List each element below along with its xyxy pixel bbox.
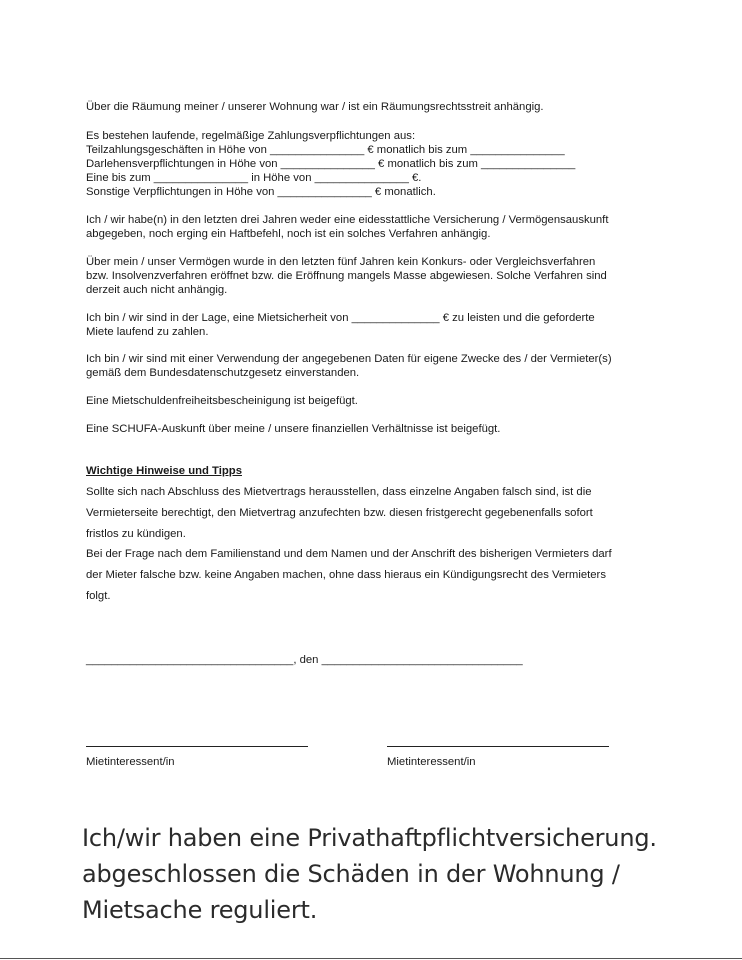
signature-line-right — [387, 746, 609, 747]
note-line: Ich/wir haben eine Privathaftpflichtversicherung. — [82, 824, 657, 852]
eviction-statement: Über die Räumung meiner / unserer Wohnung war / ist ein Räumungsrechtsstreit anhängig. — [86, 101, 544, 113]
place-date-field: _________________________________, den ________________________________ — [86, 654, 523, 666]
liability-insurance-note — [82, 820, 722, 928]
affidavit-line: abgegeben, noch erging ein Haftbefehl, noch ist ein solches Verfahren anhängig. — [86, 228, 491, 240]
deposit-line: Ich bin / wir sind in der Lage, eine Mietsicherheit von ______________ € zu leisten und die geforderte — [86, 312, 595, 324]
hint-line: folgt. — [86, 590, 111, 602]
hint-line: Vermieterseite berechtigt, den Mietvertrag anzufechten bzw. diesen fristgerecht gegebenenfalls sofort — [86, 507, 593, 519]
insolvency-line: bzw. Insolvenzverfahren eröffnet bzw. die Eröffnung mangels Masse abgewiesen. Solche Verfahren sind — [86, 270, 607, 282]
payment-line-single: Eine bis zum _______________ in Höhe von _______________ €. — [86, 172, 422, 184]
hint-line: Sollte sich nach Abschluss des Mietvertrags herausstellen, dass einzelne Angaben falsch sind, ist die — [86, 486, 592, 498]
payments-intro: Es bestehen laufende, regelmäßige Zahlungsverpflichtungen aus: — [86, 130, 416, 142]
hint-line: fristlos zu kündigen. — [86, 528, 186, 540]
hint-line: Bei der Frage nach dem Familienstand und dem Namen und der Anschrift des bisherigen Vermieters darf — [86, 548, 612, 560]
signature-label-left: Mietinteressent/in — [86, 756, 175, 768]
payment-line-other: Sonstige Verpflichtungen in Höhe von _______________ € monatlich. — [86, 186, 436, 198]
deposit-line: Miete laufend zu zahlen. — [86, 326, 209, 338]
rent-clearance-statement: Eine Mietschuldenfreiheitsbescheinigung ist beigefügt. — [86, 395, 358, 407]
schufa-statement: Eine SCHUFA-Auskunft über meine / unsere finanziellen Verhältnisse ist beigefügt. — [86, 423, 501, 435]
note-line: Mietsache reguliert. — [82, 896, 318, 924]
data-consent-line: Ich bin / wir sind mit einer Verwendung der angegebenen Daten für eigene Zwecke des / der Vermieter(s) — [86, 353, 612, 365]
payment-line-loans: Darlehensverpflichtungen in Höhe von _______________ € monatlich bis zum _______________ — [86, 158, 576, 170]
signature-line-left — [86, 746, 308, 747]
payment-line-installments: Teilzahlungsgeschäften in Höhe von _______________ € monatlich bis zum _______________ — [86, 144, 565, 156]
hints-title: Wichtige Hinweise und Tipps — [86, 465, 242, 477]
signature-label-right: Mietinteressent/in — [387, 756, 476, 768]
bottom-divider — [0, 958, 742, 959]
insolvency-line: Über mein / unser Vermögen wurde in den letzten fünf Jahren kein Konkurs- oder Vergleichsverfahren — [86, 256, 596, 268]
note-line: abgeschlossen die Schäden in der Wohnung / — [82, 860, 620, 888]
affidavit-line: Ich / wir habe(n) in den letzten drei Jahren weder eine eidesstattliche Versicherung / Vermögensauskunft — [86, 214, 609, 226]
insolvency-line: derzeit auch nicht anhängig. — [86, 284, 228, 296]
data-consent-line: gemäß dem Bundesdatenschutzgesetz einverstanden. — [86, 367, 360, 379]
hint-line: der Mieter falsche bzw. keine Angaben machen, ohne dass hieraus ein Kündigungsrecht des Vermieters — [86, 569, 606, 581]
